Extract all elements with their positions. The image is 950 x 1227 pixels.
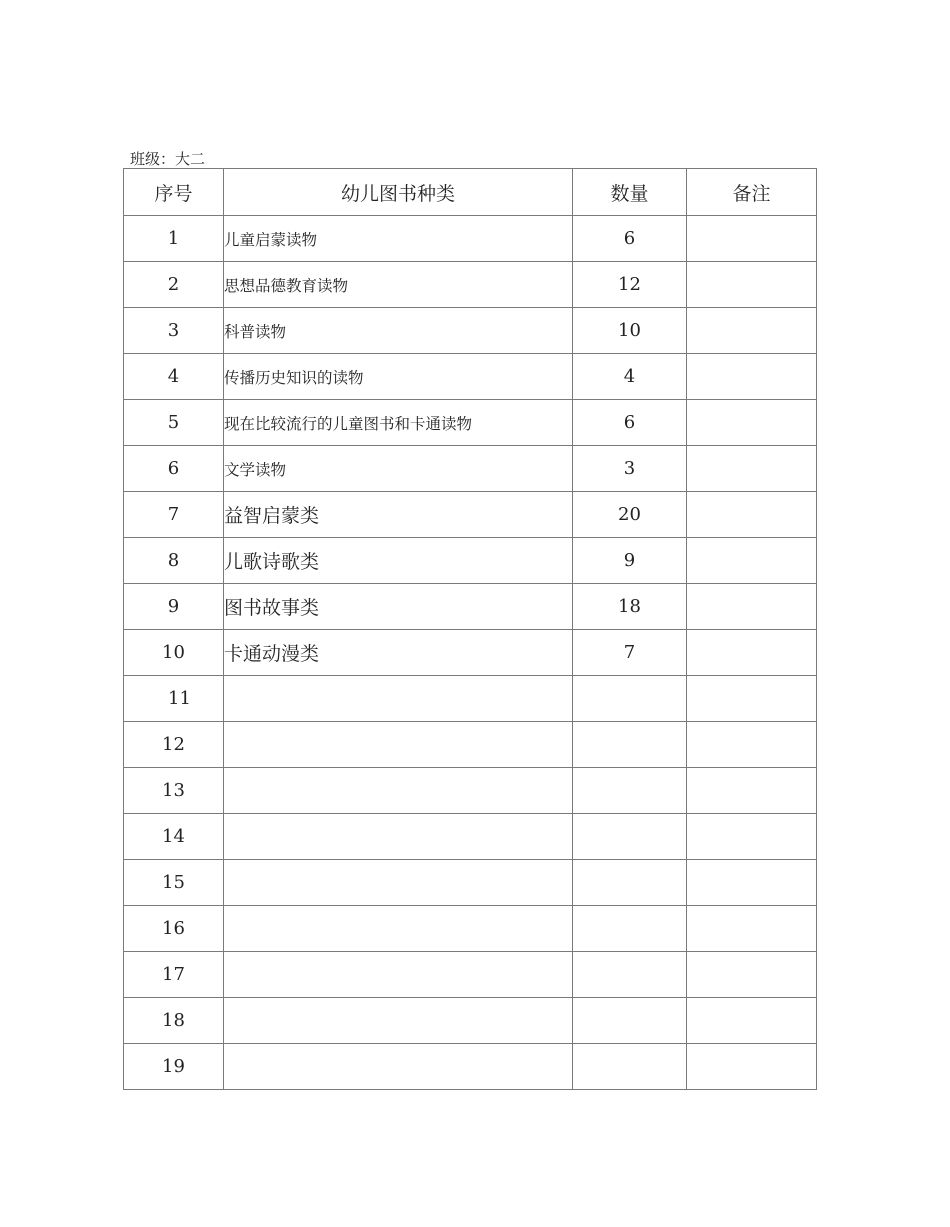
row-kind: 文学读物 — [224, 446, 573, 492]
row-kind: 传播历史知识的读物 — [224, 354, 573, 400]
table-row — [124, 998, 817, 1044]
row-qty — [573, 722, 687, 768]
row-qty: 6 — [573, 400, 687, 446]
row-seq: 6 — [124, 446, 224, 492]
header-seq: 序号 — [124, 169, 224, 216]
row-qty: 20 — [573, 492, 687, 538]
row-kind — [224, 722, 573, 768]
row-note — [687, 446, 817, 492]
header-note: 备注 — [687, 169, 817, 216]
row-qty: 7 — [573, 630, 687, 676]
row-kind — [224, 676, 573, 722]
row-note — [687, 400, 817, 446]
row-kind — [224, 768, 573, 814]
row-note — [687, 354, 817, 400]
row-seq: 9 — [124, 584, 224, 630]
row-note — [687, 906, 817, 952]
row-seq-text: 11 — [168, 688, 191, 709]
table-row — [124, 952, 817, 998]
table-row — [124, 308, 817, 354]
table-row — [124, 538, 817, 584]
row-seq: 19 — [124, 1044, 224, 1090]
row-note — [687, 492, 817, 538]
row-qty — [573, 952, 687, 998]
row-seq: 15 — [124, 860, 224, 906]
row-note — [687, 768, 817, 814]
row-kind — [224, 906, 573, 952]
row-seq: 12 — [124, 722, 224, 768]
table-row — [124, 906, 817, 952]
row-kind: 益智启蒙类 — [224, 492, 573, 538]
row-note — [687, 722, 817, 768]
row-kind: 现在比较流行的儿童图书和卡通读物 — [224, 400, 573, 446]
row-kind: 图书故事类 — [224, 584, 573, 630]
header-qty: 数量 — [573, 169, 687, 216]
row-note — [687, 814, 817, 860]
row-seq: 16 — [124, 906, 224, 952]
class-label: 班级：大二 — [130, 150, 206, 168]
row-qty — [573, 906, 687, 952]
row-qty — [573, 768, 687, 814]
header-kind: 幼儿图书种类 — [224, 169, 573, 216]
row-note — [687, 216, 817, 262]
row-seq: 14 — [124, 814, 224, 860]
row-seq: 4 — [124, 354, 224, 400]
table-row — [124, 354, 817, 400]
row-qty: 18 — [573, 584, 687, 630]
row-seq: 10 — [124, 630, 224, 676]
row-seq: 5 — [124, 400, 224, 446]
row-kind — [224, 860, 573, 906]
row-seq: 8 — [124, 538, 224, 584]
table-row — [124, 492, 817, 538]
row-note — [687, 584, 817, 630]
table-row — [124, 768, 817, 814]
table-row — [124, 722, 817, 768]
row-qty: 4 — [573, 354, 687, 400]
table-header-row — [124, 169, 817, 216]
row-qty: 10 — [573, 308, 687, 354]
row-kind — [224, 998, 573, 1044]
row-note — [687, 676, 817, 722]
row-kind: 儿童启蒙读物 — [224, 216, 573, 262]
row-qty — [573, 1044, 687, 1090]
table-row — [124, 630, 817, 676]
row-kind — [224, 1044, 573, 1090]
row-seq: 13 — [124, 768, 224, 814]
row-note — [687, 262, 817, 308]
row-qty: 3 — [573, 446, 687, 492]
row-kind: 科普读物 — [224, 308, 573, 354]
row-qty — [573, 998, 687, 1044]
row-seq: 1 — [124, 216, 224, 262]
table-row — [124, 446, 817, 492]
table-row — [124, 400, 817, 446]
table-row — [124, 860, 817, 906]
row-seq: 17 — [124, 952, 224, 998]
table-row — [124, 1044, 817, 1090]
table-row — [124, 262, 817, 308]
book-category-table — [123, 168, 817, 1090]
row-kind — [224, 952, 573, 998]
row-note — [687, 538, 817, 584]
table-row — [124, 676, 817, 722]
table-row — [124, 584, 817, 630]
row-seq: 3 — [124, 308, 224, 354]
row-note — [687, 308, 817, 354]
row-qty — [573, 814, 687, 860]
row-seq: 18 — [124, 998, 224, 1044]
row-kind: 思想品德教育读物 — [224, 262, 573, 308]
row-kind: 儿歌诗歌类 — [224, 538, 573, 584]
row-note — [687, 630, 817, 676]
row-seq: 7 — [124, 492, 224, 538]
row-qty: 6 — [573, 216, 687, 262]
row-qty — [573, 860, 687, 906]
row-note — [687, 952, 817, 998]
row-qty — [573, 676, 687, 722]
row-kind: 卡通动漫类 — [224, 630, 573, 676]
table-row — [124, 216, 817, 262]
row-note — [687, 998, 817, 1044]
row-qty: 12 — [573, 262, 687, 308]
row-seq — [124, 676, 224, 722]
row-note — [687, 860, 817, 906]
row-qty: 9 — [573, 538, 687, 584]
row-note — [687, 1044, 817, 1090]
table-row — [124, 814, 817, 860]
row-kind — [224, 814, 573, 860]
row-seq: 2 — [124, 262, 224, 308]
